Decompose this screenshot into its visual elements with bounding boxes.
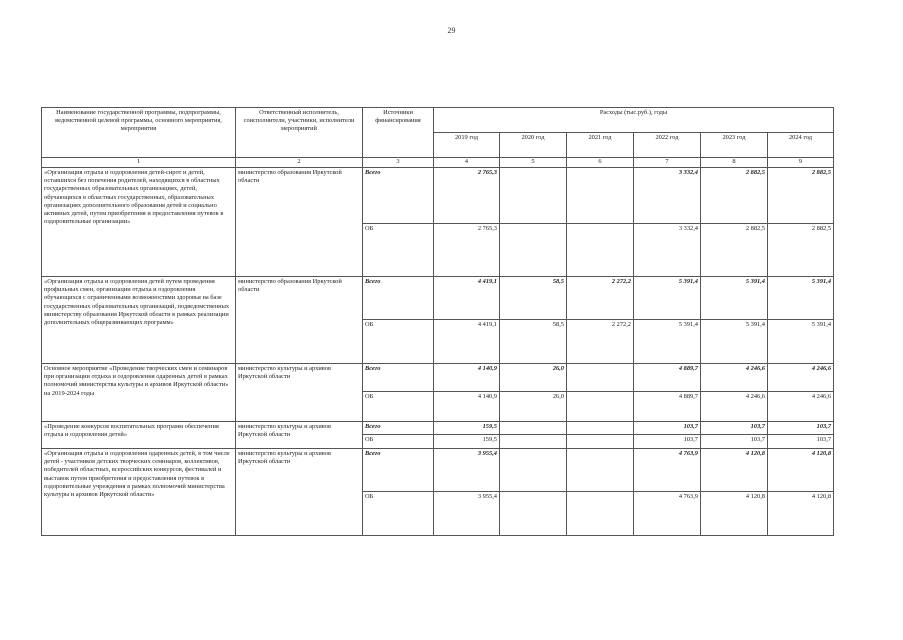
funding-source-ob: ОБ: [363, 320, 434, 364]
funding-source-total: Всего: [363, 277, 434, 320]
expense-value-ob: [500, 224, 567, 277]
expense-value-total: 4 763,9: [634, 449, 701, 492]
funding-source-ob: ОБ: [363, 392, 434, 422]
funding-source-total: Всего: [363, 168, 434, 224]
expense-value-ob: 26,0: [500, 392, 567, 422]
column-numbers-row: [42, 158, 834, 168]
expense-value-ob: [567, 435, 634, 449]
expense-value-total: 2 882,5: [701, 168, 768, 224]
program-name: «Организация отдыха и оздоровления детей-сирот и детей, оставшихся без попечения родителей, находящихся в областных государственных образовательных организациях, детей, обучающихся в областных государственных, образовательных организациях дополнительного образования детей и социально активных детей, путем приобретения и предоставления путевок в оздоровительные организации»: [42, 168, 236, 277]
expense-value-total: 4 419,1: [434, 277, 500, 320]
expense-value-total: [567, 364, 634, 392]
header-source: Источники финансирования: [363, 108, 434, 158]
expense-value-ob: 4 120,8: [701, 492, 768, 536]
program-executor: министерство образования Иркутской области: [236, 168, 363, 277]
header-year: 2019 год: [434, 133, 500, 158]
expense-value-total: 159,5: [434, 422, 500, 435]
program-name: «Организация отдыха и оздоровления одаренных детей, в том числе детей - участников детских творческих семинаров, коллективов, победителей областных, всероссийских конкурсов, фестивалей и выставок путем приобретения и предоставления путевок в оздоровительные учреждения в рамках полномочий министерства культуры и архивов Иркутской области»: [42, 449, 236, 536]
expense-value-total: 26,0: [500, 364, 567, 392]
expense-value-ob: 4 419,1: [434, 320, 500, 364]
program-row-total: [42, 364, 834, 392]
expense-value-ob: 5 391,4: [634, 320, 701, 364]
expense-value-total: [500, 168, 567, 224]
expense-value-ob: 5 391,4: [768, 320, 834, 364]
expense-value-total: 103,7: [768, 422, 834, 435]
header-year: 2020 год: [500, 133, 567, 158]
funding-source-ob: ОБ: [363, 492, 434, 536]
expense-value-ob: 4 246,6: [768, 392, 834, 422]
page-number: 29: [447, 26, 456, 35]
expense-value-total: 5 391,4: [634, 277, 701, 320]
expense-value-total: 5 391,4: [701, 277, 768, 320]
expense-value-ob: 103,7: [768, 435, 834, 449]
expense-value-ob: 2 765,3: [434, 224, 500, 277]
expense-value-total: [567, 449, 634, 492]
expense-value-ob: [500, 435, 567, 449]
expense-value-total: 4 120,8: [701, 449, 768, 492]
program-executor: министерство культуры и архивов Иркутской области: [236, 364, 363, 422]
funding-source-ob: ОБ: [363, 224, 434, 277]
funding-source-total: Всего: [363, 449, 434, 492]
column-number: 4: [434, 158, 500, 168]
header-year: 2023 год: [701, 133, 768, 158]
column-number: 3: [363, 158, 434, 168]
expense-value-ob: 4 140,9: [434, 392, 500, 422]
program-row-total: [42, 168, 834, 224]
expense-value-ob: 4 246,6: [701, 392, 768, 422]
header-year: 2022 год: [634, 133, 701, 158]
expense-value-ob: 103,7: [634, 435, 701, 449]
expense-value-ob: 159,5: [434, 435, 500, 449]
expense-value-total: 58,5: [500, 277, 567, 320]
expenses-table: [41, 107, 834, 536]
expense-value-ob: 4 763,9: [634, 492, 701, 536]
column-number: 5: [500, 158, 567, 168]
program-name: Основное мероприятие «Проведение творческих смен и семинаров при организации отдыха и оздоровления одаренных детей в рамках полномочий министерства культуры и архивов Иркутской области» на 2019-2024 годы: [42, 364, 236, 422]
expense-value-ob: [567, 392, 634, 422]
column-number: 1: [42, 158, 236, 168]
header-expenses: Расходы (тыс.руб.), годы: [434, 108, 834, 133]
expense-value-ob: 5 391,4: [701, 320, 768, 364]
funding-source-total: Всего: [363, 364, 434, 392]
expense-value-total: [500, 449, 567, 492]
program-name: «Организация отдыха и оздоровления детей путем проведения профильных смен, организации отдыха и оздоровления обучающихся с ограниченными возможностями здоровья на базе государственных образовательных организаций, подведомственных министерству образования Иркутской области в рамках реализации дополнительных общеразвивающих программ»: [42, 277, 236, 364]
expense-value-total: 2 765,3: [434, 168, 500, 224]
program-executor: министерство культуры и архивов Иркутской области: [236, 449, 363, 536]
expense-value-ob: 2 882,5: [768, 224, 834, 277]
column-number: 7: [634, 158, 701, 168]
expense-value-ob: [500, 492, 567, 536]
funding-source-ob: ОБ: [363, 435, 434, 449]
expense-value-ob: 2 272,2: [567, 320, 634, 364]
column-number: 9: [768, 158, 834, 168]
program-executor: министерство культуры и архивов Иркутской области: [236, 422, 363, 449]
column-number: 6: [567, 158, 634, 168]
expense-value-total: 2 272,2: [567, 277, 634, 320]
column-number: 2: [236, 158, 363, 168]
expense-value-total: [567, 422, 634, 435]
expense-value-total: 4 140,9: [434, 364, 500, 392]
expense-value-ob: [567, 224, 634, 277]
expense-value-total: 4 246,6: [768, 364, 834, 392]
expense-value-total: 3 332,4: [634, 168, 701, 224]
expense-value-ob: 4 889,7: [634, 392, 701, 422]
program-row-total: [42, 422, 834, 435]
expense-value-total: 4 120,8: [768, 449, 834, 492]
expense-value-total: 4 246,6: [701, 364, 768, 392]
expense-value-ob: 3 332,4: [634, 224, 701, 277]
header-year: 2021 год: [567, 133, 634, 158]
expense-value-ob: 103,7: [701, 435, 768, 449]
expense-value-total: 5 391,4: [768, 277, 834, 320]
expense-value-ob: [567, 492, 634, 536]
expense-value-total: 103,7: [701, 422, 768, 435]
program-executor: министерство образования Иркутской области: [236, 277, 363, 364]
header-name: Наименование государственной программы, подпрограммы, ведомственной целевой программы, основного мероприятия, мероприятия: [42, 108, 236, 158]
program-row-total: [42, 277, 834, 320]
program-name: «Проведение конкурсов воспитательных программ обеспечения отдыха и оздоровления детей»: [42, 422, 236, 449]
column-number: 8: [701, 158, 768, 168]
expense-value-total: 4 889,7: [634, 364, 701, 392]
header-executor: Ответственный исполнитель, соисполнители, участники, исполнители мероприятий: [236, 108, 363, 158]
expense-value-total: [567, 168, 634, 224]
expense-value-total: [500, 422, 567, 435]
expense-value-ob: 58,5: [500, 320, 567, 364]
expense-value-total: 3 955,4: [434, 449, 500, 492]
expense-value-total: 2 882,5: [768, 168, 834, 224]
expense-value-ob: 2 882,5: [701, 224, 768, 277]
funding-source-total: Всего: [363, 422, 434, 435]
expense-value-total: 103,7: [634, 422, 701, 435]
expense-value-ob: 4 120,8: [768, 492, 834, 536]
program-row-total: [42, 449, 834, 492]
header-year: 2024 год: [768, 133, 834, 158]
expense-value-ob: 3 955,4: [434, 492, 500, 536]
